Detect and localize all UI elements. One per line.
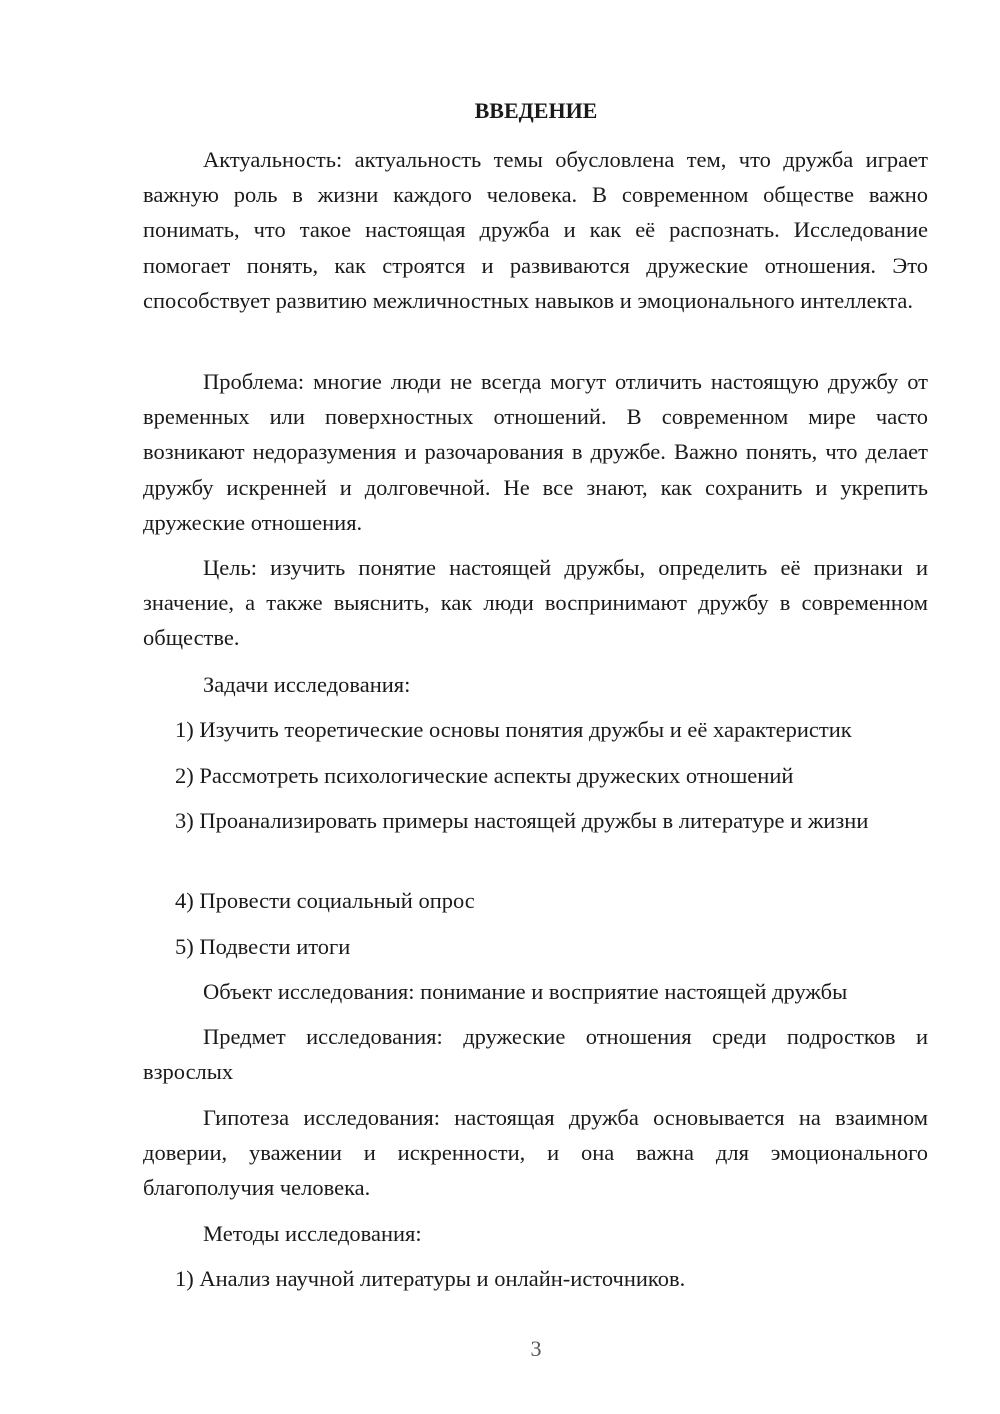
- method-item: 1) Анализ научной литературы и онлайн-источников.: [175, 1266, 686, 1291]
- methods-heading: Методы исследования:: [203, 1221, 422, 1246]
- subject-paragraph: Предмет исследования: дружеские отношения среди подростков и взрослых: [143, 1024, 928, 1085]
- task-item: 2) Рассмотреть психологические аспекты дружеских отношений: [175, 763, 794, 788]
- relevance-paragraph: Актуальность: актуальность темы обусловлена тем, что дружба играет важную роль в жизни каждого человека. В современном обществе важно понимать, что такое настоящая дружба и как её распознать. Исследование помогает понять, как строятся и развиваются дружеские отношения. Это способствует развитию межличностных навыков и эмоционального интеллекта.: [143, 147, 928, 313]
- goal-paragraph: Цель: изучить понятие настоящей дружбы, определить её признаки и значение, а также выяснить, как люди воспринимают дружбу в современном обществе.: [143, 555, 928, 651]
- task-item: 3) Проанализировать примеры настоящей дружбы в литературе и жизни: [175, 808, 869, 833]
- page-title: ВВЕДЕНИЕ: [474, 98, 598, 123]
- page-number: 3: [530, 1336, 542, 1361]
- task-item: 5) Подвести итоги: [175, 934, 351, 959]
- task-item: 4) Провести социальный опрос: [175, 888, 475, 913]
- hypothesis-paragraph: Гипотеза исследования: настоящая дружба основывается на взаимном доверии, уважении и искренности, и она важна для эмоционального благополучия человека.: [143, 1105, 928, 1201]
- task-item: 1) Изучить теоретические основы понятия дружбы и её характеристик: [175, 717, 852, 742]
- problem-paragraph: Проблема: многие люди не всегда могут отличить настоящую дружбу от временных или поверхностных отношений. В современном мире часто возникают недоразумения и разочарования в дружбе. Важно понять, что делает дружбу искренней и долговечной. Не все знают, как сохранить и укрепить дружеские отношения.: [143, 369, 928, 535]
- object-paragraph: Объект исследования: понимание и восприятие настоящей дружбы: [203, 979, 848, 1004]
- tasks-heading: Задачи исследования:: [203, 672, 411, 697]
